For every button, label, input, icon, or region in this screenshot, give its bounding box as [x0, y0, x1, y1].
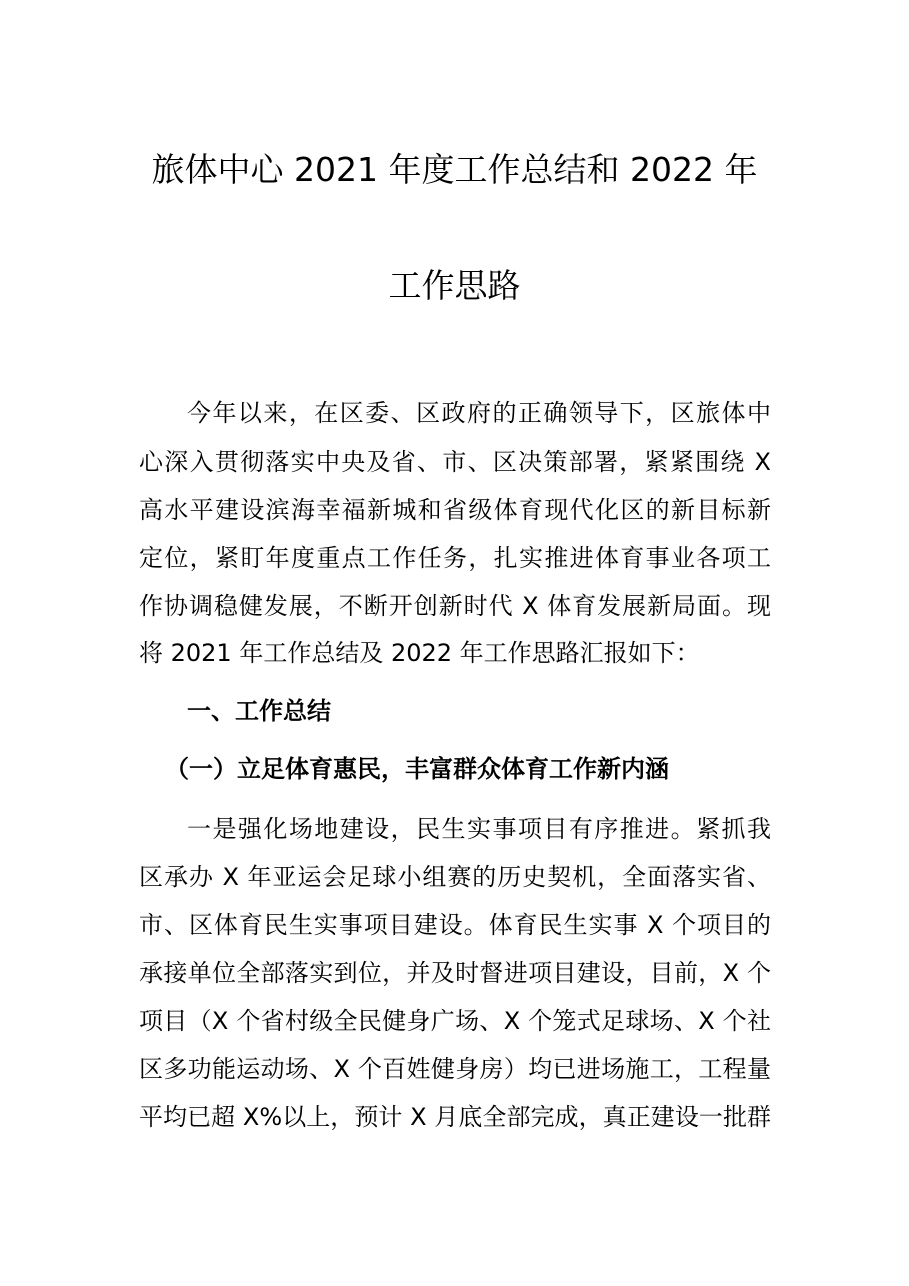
body-paragraph-line: 市、区体育民生实事项目建设。体育民生实事 X 个项目的: [139, 911, 771, 939]
intro-paragraph-line: 定位，紧盯年度重点工作任务，扎实推进体育事业各项工: [139, 544, 771, 572]
intro-paragraph-line: 心深入贯彻落实中央及省、市、区决策部署，紧紧围绕 X: [139, 448, 771, 476]
body-paragraph-line: 一是强化场地建设，民生实事项目有序推进。紧抓我: [187, 815, 771, 843]
intro-paragraph-line: 高水平建设滨海幸福新城和省级体育现代化区的新目标新: [139, 496, 771, 524]
document-title-line-2: 工作思路: [388, 266, 521, 305]
body-paragraph-line: 平均已超 X%以上，预计 X 月底全部完成，真正建设一批群: [139, 1103, 771, 1131]
body-paragraph-line: 区多功能运动场、X 个百姓健身房）均已进场施工，工程量: [139, 1055, 771, 1083]
body-paragraph-line: 区承办 X 年亚运会足球小组赛的历史契机，全面落实省、: [139, 863, 771, 891]
body-paragraph-line: 承接单位全部落实到位，并及时督进项目建设，目前，X 个: [139, 959, 771, 987]
body-paragraph-line: 项目（X 个省村级全民健身广场、X 个笼式足球场、X 个社: [139, 1007, 771, 1035]
intro-paragraph-line: 今年以来，在区委、区政府的正确领导下，区旅体中: [187, 399, 771, 427]
document-title-line-1: 旅体中心 2021 年度工作总结和 2022 年: [151, 150, 758, 189]
subsection-heading: （一）立足体育惠民，丰富群众体育工作新内涵: [165, 755, 669, 783]
intro-paragraph-line: 作协调稳健发展，不断开创新时代 X 体育发展新局面。现: [139, 592, 771, 620]
intro-paragraph-line: 将 2021 年工作总结及 2022 年工作思路汇报如下：: [139, 639, 700, 667]
section-heading: 一、工作总结: [187, 697, 331, 725]
